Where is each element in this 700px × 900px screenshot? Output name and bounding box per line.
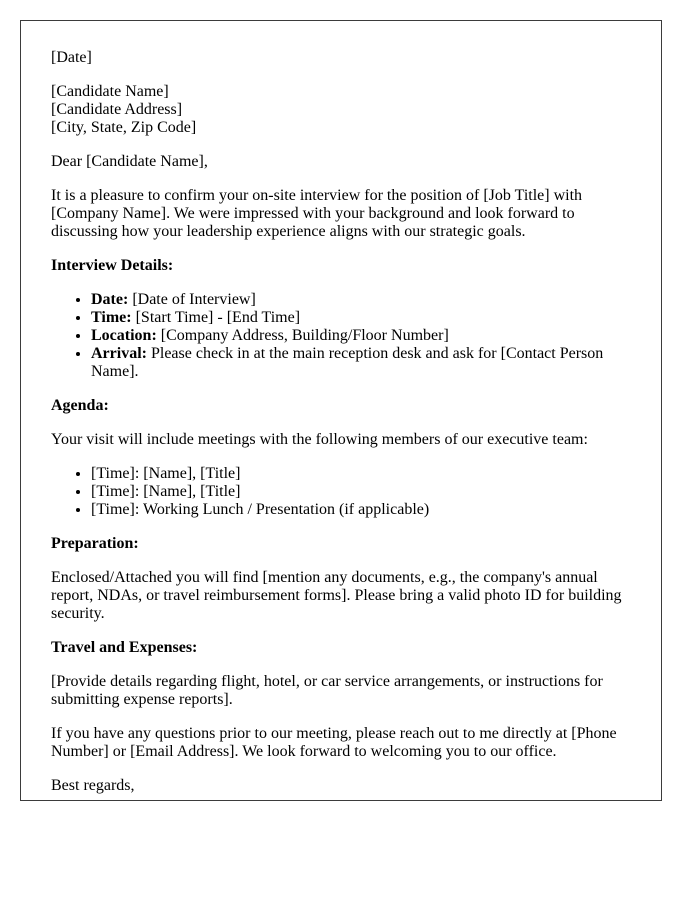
detail-label-location: Location: bbox=[91, 327, 157, 344]
agenda-intro: Your visit will include meetings with the following members of our executive team: bbox=[51, 431, 588, 448]
detail-label-arrival: Arrival: bbox=[91, 345, 147, 362]
detail-item-arrival bbox=[91, 345, 631, 381]
detail-label-date: Date: bbox=[91, 291, 129, 308]
detail-value-date: [Date of Interview] bbox=[132, 291, 256, 308]
detail-value-location: [Company Address, Building/Floor Number] bbox=[160, 327, 449, 344]
preparation-paragraph: Enclosed/Attached you will find [mention any documents, e.g., the company's annual report, NDAs, or travel reimbursement forms]. Please bring a valid photo ID for building security. bbox=[51, 569, 622, 622]
letter-body bbox=[51, 49, 631, 795]
detail-value-arrival: Please check in at the main reception desk and ask for [Contact Person Name]. bbox=[91, 345, 604, 380]
recipient-name: [Candidate Name] bbox=[51, 83, 169, 100]
detail-label-time: Time: bbox=[91, 309, 132, 326]
agenda-item: • [Time]: [Name], [Title] bbox=[91, 483, 631, 501]
interview-details-heading: Interview Details: bbox=[51, 257, 174, 274]
recipient-address: [Candidate Address] bbox=[51, 101, 183, 118]
interview-details-list bbox=[51, 291, 631, 381]
preparation-heading: Preparation: bbox=[51, 535, 139, 552]
date-line: [Date] bbox=[51, 49, 92, 66]
questions-paragraph: If you have any questions prior to our meeting, please reach out to me directly at [Phone Number] or [Email Address]. We look forward to welcoming you to our office. bbox=[51, 725, 617, 760]
recipient-block bbox=[51, 83, 631, 137]
agenda-heading: Agenda: bbox=[51, 397, 109, 414]
recipient-city-state-zip: [City, State, Zip Code] bbox=[51, 119, 197, 136]
intro-paragraph: It is a pleasure to confirm your on-site interview for the position of [Job Title] with [Company Name]. We were impressed with your background and look forward to discussing how your leadership experience aligns with our strategic goals. bbox=[51, 187, 583, 240]
detail-item-date bbox=[91, 291, 631, 309]
detail-item-time bbox=[91, 309, 631, 327]
agenda-item: • [Time]: [Name], [Title] bbox=[91, 465, 631, 483]
detail-value-time: [Start Time] - [End Time] bbox=[135, 309, 301, 326]
agenda-item: • [Time]: Working Lunch / Presentation (if applicable) bbox=[91, 501, 631, 519]
travel-expenses-heading: Travel and Expenses: bbox=[51, 639, 198, 656]
salutation: Dear [Candidate Name], bbox=[51, 153, 208, 170]
agenda-list bbox=[51, 465, 631, 519]
letter-page-frame bbox=[20, 20, 662, 801]
travel-expenses-paragraph: [Provide details regarding flight, hotel, or car service arrangements, or instructions for submitting expense reports]. bbox=[51, 673, 603, 708]
closing-line: Best regards, bbox=[51, 777, 135, 794]
detail-item-location bbox=[91, 327, 631, 345]
